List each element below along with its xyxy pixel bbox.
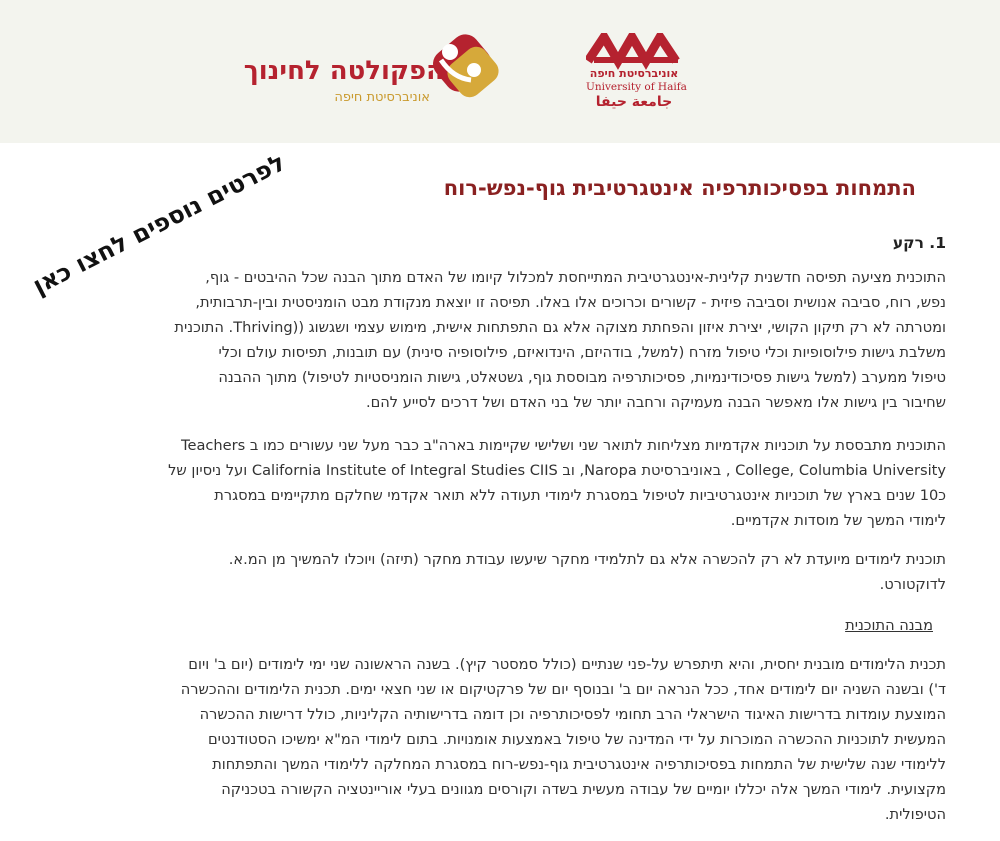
paragraph-line: הטיפולית.: [884, 806, 946, 823]
section-background-heading: 1. רקע: [892, 234, 946, 252]
paragraph-line: המוצעת עומדות בדרישות האיגוד הישראלי הרב תחומי לפסיכותרפיה וכן דומה בדרישותיה הקליניות, כולל דרישות ההכשרה: [199, 706, 946, 723]
paragraph-line: תוכנית לימודים מיועדת לא רק להכשרה אלא גם לתלמידי מחקר שיעשו עבודת מחקר (תיזה) ויוכלו להמשיך מן המ.א.: [228, 551, 946, 568]
header-band: [0, 0, 1000, 143]
program-structure-heading: מבנה התוכנית: [845, 617, 933, 634]
background-paragraph-3: [228, 547, 946, 597]
paragraph-line: התוכנית מתבססת על תוכניות אקדמיות מצליחות לתואר שני ושלישי שקיימות בארה"ב כבר מעל שני עשורים כמו ב Teachers: [181, 437, 946, 454]
faculty-of-education-title: הפקולטה לחינוך: [243, 56, 444, 86]
program-structure-paragraph: [48, 652, 946, 827]
paragraph-line: תכנית הלימודים מובנית יחסית, והיא תיתפרש על-פני שנתיים (כולל סמסטר קיץ). בשנה הראשונה שני ימי לימודים (יום ב' ויום: [188, 656, 946, 673]
paragraph-line: משלבת גישות פילוסופיות וכלי טיפול מזרח (למשל, בודהיזם, הינדואיזם, פילוסופיה סינית) עם תובנות, תפיסות עולם וכלי: [218, 344, 946, 361]
paragraph-line: College, Columbia University , באוניברסיטת Naropa, וב California Institute of Integral Studies CIIS ועל ניסיון של: [168, 462, 946, 479]
more-details-click-here-link[interactable]: לפרטים נוספים לחצו כאן: [28, 148, 290, 300]
paragraph-line: לדוקטורט.: [879, 576, 946, 593]
paragraph-line: טיפול ממערב (למשל גישות פסיכודינמיות, פסיכותרפיה מבוססת גוף, גשטאלט, גישות הומניסטיות לטיפול) מתוך ההבנה: [218, 369, 946, 386]
paragraph-line: כ10 שנים בארץ של תוכניות אינטגרטיביות לטיפול במסגרת לימודי תעודה ללא תואר אקדמי שחלקם מתקיימים במסגרת: [214, 487, 946, 504]
paragraph-line: נפש, רוח, סביבה אנושית וסביבה פיזית - קשורים וכרוכים אלו באלו. תפיסה זו יוצאת מנקודת מבט הומניסטית ובין-תרבותית,: [195, 294, 946, 311]
university-name-english: University of Haifa: [586, 81, 687, 93]
paragraph-line: ד') ובשנה השניה יום לימודים אחד, ככל הנראה יום ב' ובנוסף יום של פרקטיקום או שני חצאי ימים. תכנית הלימודים וההכשרה: [180, 681, 946, 698]
university-name-arabic: جامعة حيفا: [595, 94, 673, 110]
paragraph-line: המעשית לתוכניות ההכשרה המוכרות על ידי המדינה של טיפול באמצעות אומנויות. בתום לימודי המ"א ימשיכו הסטודנטים: [208, 731, 946, 748]
paragraph-line: שחיבור בין גישות אלו מאפשר הבנה מעמיקה ורחבה יותר של בני האדם ושל דרכים לסייע להם.: [365, 394, 946, 411]
paragraph-line: ללימודי שנה שלישית של התמחות בפסיכותרפיה אינטגרטיבית גוף-נפש-רוח במסגרת המחלקה ללימודי המשך והתפתחות: [212, 756, 946, 773]
paragraph-line: מקצועית. לימודי המשך אלה יכללו יומיים של עבודה מעשית בשדה וקורסים מגוונים בעלי אוריינטציה הקשורה בטכניקה: [221, 781, 946, 798]
university-name-hebrew: אוניברסיטת חיפה: [589, 67, 679, 80]
background-paragraph-1: [174, 265, 946, 415]
paragraph-line: התוכנית מציעה תפיסה חדשנית קלינית-אינטגרטיבית המתייחסת למכלול קיומו של האדם מתוך הבנה שכל ההיבטים - גוף,: [205, 269, 946, 286]
document-title: התמחות בפסיכותרפיה אינטגרטיבית גוף-נפש-רוח: [443, 176, 916, 200]
faculty-of-education-subtitle: אוניברסיטת חיפה: [334, 90, 430, 105]
paragraph-line: לימודי המשך של מוסדות אקדמיים.: [730, 512, 946, 529]
background-paragraph-2: [48, 433, 946, 533]
paragraph-line: ומטרתה לא רק תיקון הקושי, יצירת איזון והפחתת מצוקה אלא גם התפתחות אישית, מימוש עצמי ושגשוג ((Thriving. התוכנית: [174, 319, 946, 336]
